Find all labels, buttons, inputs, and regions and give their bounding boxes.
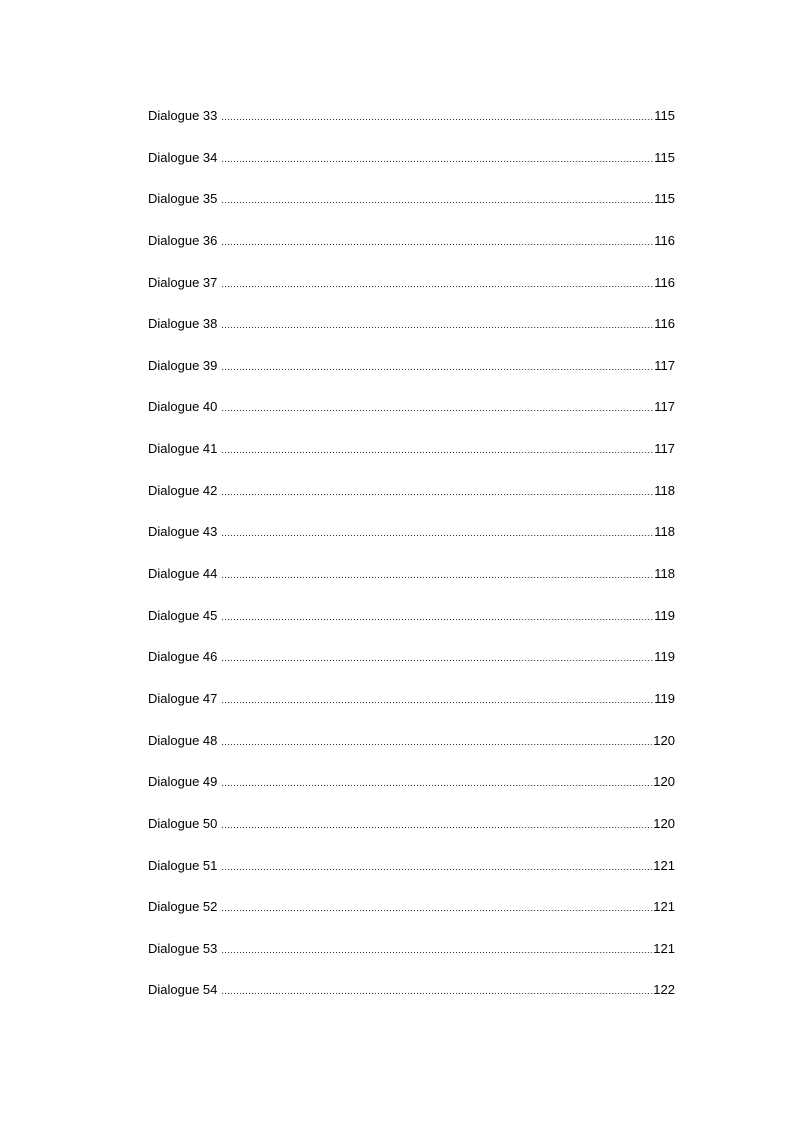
toc-entry-title: Dialogue 52 [148,899,218,915]
toc-entry-page: 122 [653,982,675,998]
toc-entry-page: 117 [654,399,675,415]
toc-entry-title: Dialogue 38 [148,316,218,332]
toc-entry-title: Dialogue 54 [148,982,218,998]
table-of-contents [148,106,675,1022]
toc-dot-leader [221,481,653,502]
toc-entry-title: Dialogue 50 [148,815,218,831]
toc-entry-title: Dialogue 49 [148,774,218,790]
toc-entry[interactable] [148,273,675,315]
toc-entry-title: Dialogue 53 [148,940,218,956]
toc-dot-leader [221,314,653,335]
toc-entry-page: 115 [654,149,675,165]
toc-entry-page: 121 [653,899,675,915]
toc-entry[interactable] [148,939,675,981]
toc-entry-title: Dialogue 40 [148,399,218,415]
toc-dot-leader [221,897,652,918]
toc-entry-title: Dialogue 35 [148,191,218,207]
toc-entry-title: Dialogue 46 [148,649,218,665]
toc-entry-page: 118 [654,482,675,498]
toc-entry-title: Dialogue 43 [148,524,218,540]
toc-entry[interactable] [148,897,675,939]
toc-entry-title: Dialogue 41 [148,441,218,457]
toc-entry-title: Dialogue 48 [148,732,218,748]
toc-entry-page: 118 [654,566,675,582]
toc-entry[interactable] [148,148,675,190]
toc-dot-leader [221,689,653,710]
toc-dot-leader [221,939,652,960]
toc-entry-page: 121 [653,940,675,956]
toc-entry[interactable] [148,439,675,481]
toc-entry-page: 120 [653,774,675,790]
toc-entry[interactable] [148,106,675,148]
toc-entry-page: 115 [654,108,675,123]
toc-entry[interactable] [148,397,675,439]
toc-dot-leader [221,564,653,585]
toc-entry[interactable] [148,231,675,273]
toc-entry-title: Dialogue 34 [148,149,218,165]
toc-entry[interactable] [148,980,675,1022]
toc-entry-title: Dialogue 39 [148,357,218,373]
toc-entry[interactable] [148,522,675,564]
toc-entry-page: 117 [654,441,675,457]
toc-entry-title: Dialogue 44 [148,566,218,582]
toc-entry[interactable] [148,647,675,689]
toc-entry-page: 120 [653,732,675,748]
toc-entry[interactable] [148,772,675,814]
toc-entry-title: Dialogue 37 [148,274,218,290]
toc-entry[interactable] [148,481,675,523]
toc-dot-leader [221,980,652,1001]
toc-dot-leader [221,439,653,460]
toc-dot-leader [221,647,653,668]
toc-entry-page: 116 [654,274,675,290]
toc-entry[interactable] [148,606,675,648]
toc-entry-title: Dialogue 33 [148,108,218,123]
toc-dot-leader [221,731,652,752]
toc-entry-page: 115 [654,191,675,207]
toc-dot-leader [221,606,653,627]
toc-dot-leader [221,273,653,294]
toc-entry-page: 116 [654,232,675,248]
toc-entry-title: Dialogue 42 [148,482,218,498]
toc-entry-title: Dialogue 36 [148,232,218,248]
toc-dot-leader [221,522,653,543]
toc-dot-leader [221,814,652,835]
toc-dot-leader [221,231,653,252]
toc-entry-page: 120 [653,815,675,831]
toc-entry[interactable] [148,189,675,231]
toc-dot-leader [221,397,653,418]
toc-entry[interactable] [148,689,675,731]
toc-entry-page: 118 [654,524,675,540]
toc-entry-page: 116 [654,316,675,332]
toc-entry[interactable] [148,731,675,773]
toc-dot-leader [221,856,652,877]
toc-entry-title: Dialogue 45 [148,607,218,623]
toc-dot-leader [221,189,653,210]
toc-dot-leader [221,356,653,377]
toc-entry-page: 117 [654,357,675,373]
toc-entry-page: 121 [653,857,675,873]
toc-entry-page: 119 [654,607,675,623]
toc-entry[interactable] [148,856,675,898]
toc-entry[interactable] [148,564,675,606]
toc-entry[interactable] [148,814,675,856]
toc-dot-leader [221,148,653,169]
toc-entry-page: 119 [654,690,675,706]
toc-entry[interactable] [148,356,675,398]
toc-entry-page: 119 [654,649,675,665]
toc-entry[interactable] [148,314,675,356]
toc-entry-title: Dialogue 47 [148,690,218,706]
toc-dot-leader [221,772,652,793]
toc-entry-title: Dialogue 51 [148,857,218,873]
toc-dot-leader [221,106,653,127]
